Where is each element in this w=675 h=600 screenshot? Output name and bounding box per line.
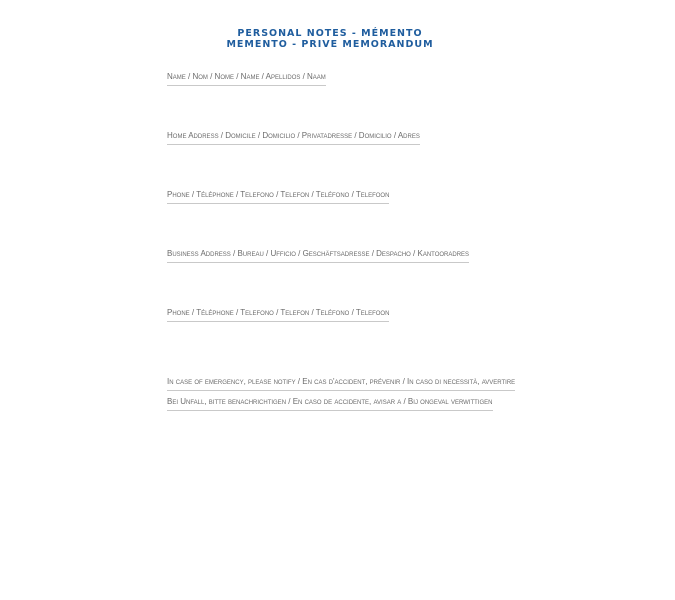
- business-phone-field[interactable]: Phone / Téléphone / Telefono / Telefon / Teléfono / Telefoon: [167, 308, 389, 322]
- business-address-field[interactable]: Business Address / Bureau / Ufficio / Geschäftsadresse / Despacho / Kantooradres: [167, 249, 469, 263]
- title-line-2: MEMENTO - PRIVE MEMORANDUM: [226, 39, 434, 50]
- emergency-contact-field[interactable]: In case of emergency, please notify / En cas d'accident, prévenir / In caso di necessità, avvertire: [167, 377, 515, 391]
- home-phone-field[interactable]: Phone / Téléphone / Telefono / Telefon / Teléfono / Telefoon: [167, 190, 389, 204]
- home-address-field[interactable]: Home Address / Domicile / Domicilio / Privatadresse / Domicilio / Adres: [167, 131, 420, 145]
- title-line-1: PERSONAL NOTES - MÉMENTO: [237, 28, 423, 39]
- emergency-contact-field-2[interactable]: Bei Unfall, bitte benachrichtigen / En caso de accidente, avisar a / Bij ongeval verwittigen: [167, 397, 493, 411]
- page-title: [160, 28, 500, 50]
- name-field[interactable]: Name / Nom / Nome / Name / Apellidos / Naam: [167, 72, 326, 86]
